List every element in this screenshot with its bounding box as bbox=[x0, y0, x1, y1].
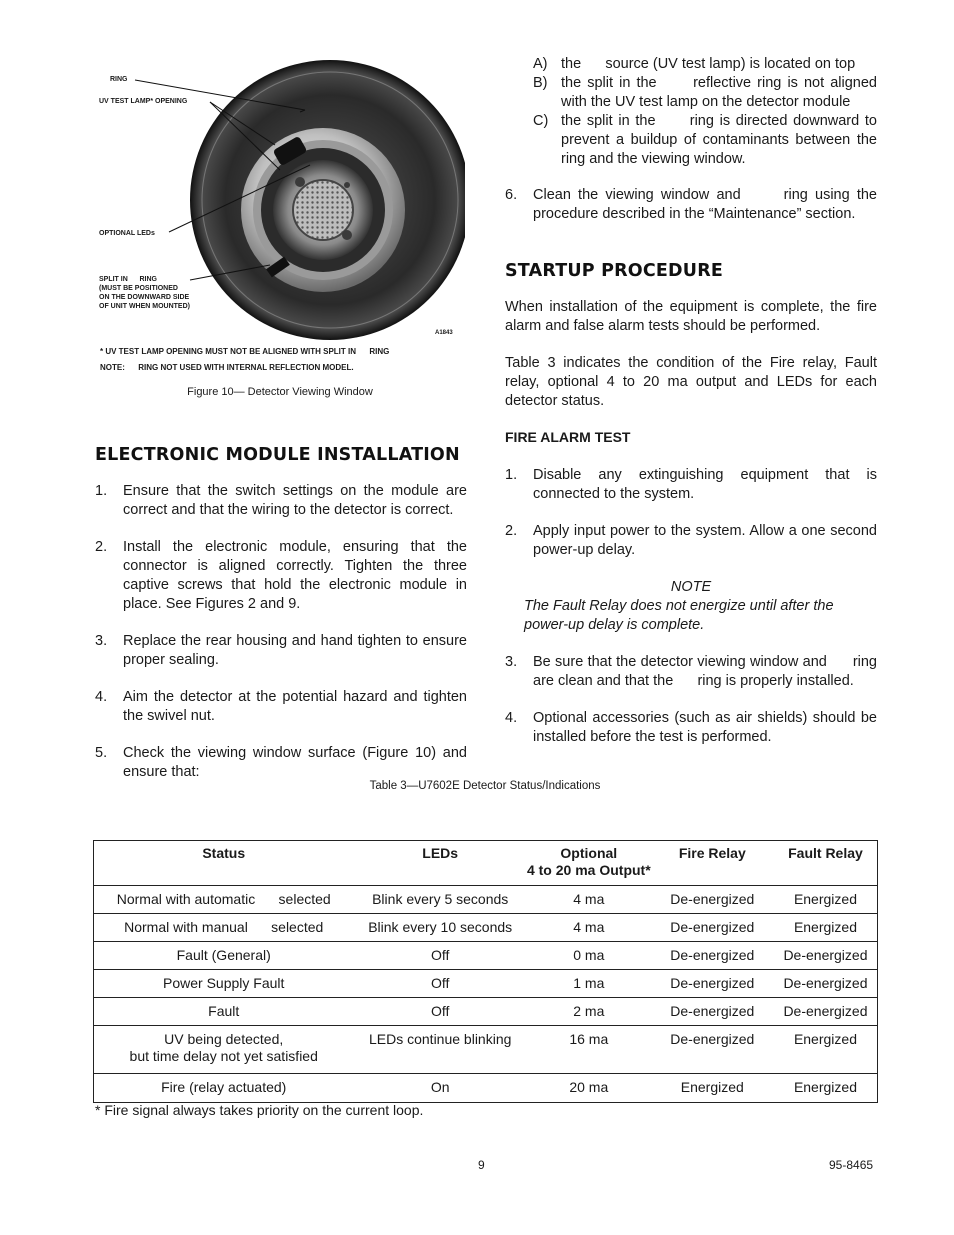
table-row bbox=[94, 1026, 878, 1074]
cell-status: Fault (General) bbox=[94, 942, 354, 970]
label-split-line3: ON THE DOWNWARD SIDE bbox=[99, 294, 190, 301]
heading-startup-procedure: STARTUP PROCEDURE bbox=[505, 261, 724, 281]
table-row bbox=[94, 942, 878, 970]
cell-output: 0 ma bbox=[527, 942, 651, 970]
figure-code: A1843 bbox=[435, 330, 453, 336]
cell-fault-relay: De-energized bbox=[774, 942, 878, 970]
table-caption: Table 3—U7602E Detector Status/Indications bbox=[369, 780, 601, 792]
cell-output: 20 ma bbox=[569, 1079, 609, 1095]
step-text: Aim the detector at the potential hazard and tighten the swivel nut. bbox=[123, 689, 467, 724]
page-number: 9 bbox=[478, 1158, 485, 1172]
label-uv-lamp-opening: UV TEST LAMP* OPENING bbox=[99, 98, 188, 105]
header-status: Status bbox=[94, 841, 354, 886]
header-leds: LEDs bbox=[353, 841, 527, 886]
note-text: The Fault Relay does not energize until after the power-up delay is complete. bbox=[524, 598, 834, 633]
step-number: 2. bbox=[505, 523, 518, 539]
step-text: Check the viewing window surface (Figure 10) and ensure that: bbox=[123, 745, 467, 780]
cell-status: Fire (relay actuated) bbox=[161, 1079, 287, 1095]
check-b bbox=[533, 74, 882, 112]
substep-letter: C) bbox=[533, 113, 549, 129]
cell-status bbox=[94, 1026, 354, 1074]
substep-text: the split in the ring is directed downward to prevent a buildup of contaminants between the ring and the viewing window. bbox=[561, 113, 902, 167]
fire-step-3 bbox=[505, 653, 882, 691]
note-block bbox=[524, 578, 858, 635]
cell-status: Fault bbox=[94, 998, 354, 1026]
substep-letter: B) bbox=[533, 75, 548, 91]
step-number: 5. bbox=[95, 745, 108, 761]
label-split-line2: (MUST BE POSITIONED bbox=[99, 285, 178, 292]
header-optional-output bbox=[527, 841, 651, 886]
table-row bbox=[94, 914, 878, 942]
install-step-2 bbox=[95, 538, 467, 614]
header-optional-line1: Optional bbox=[560, 845, 618, 861]
label-split-in-ring bbox=[99, 275, 190, 311]
step-text: Ensure that the switch settings on the module are correct and that the wiring to the detector is correct. bbox=[123, 483, 467, 518]
cell-leds: Off bbox=[353, 998, 527, 1026]
cell-leds: Blink every 10 seconds bbox=[353, 914, 527, 942]
fire-alarm-steps-1 bbox=[505, 466, 877, 560]
cell-leds: Blink every 5 seconds bbox=[353, 886, 527, 914]
cell-status: Power Supply Fault bbox=[94, 970, 354, 998]
label-ring: RING bbox=[110, 76, 128, 83]
cell-output: 4 ma bbox=[527, 914, 651, 942]
fire-step-4 bbox=[505, 709, 877, 747]
detector-status-table bbox=[93, 840, 878, 1103]
cell-fault-relay: Energized bbox=[774, 886, 878, 914]
cell-output: 1 ma bbox=[527, 970, 651, 998]
step-number: 3. bbox=[505, 654, 518, 670]
step-number: 4. bbox=[95, 689, 108, 705]
cell-output: 4 ma bbox=[527, 886, 651, 914]
header-optional-line2: 4 to 20 ma Output* bbox=[526, 862, 651, 878]
step-text: Replace the rear housing and hand tighten to ensure proper sealing. bbox=[123, 633, 467, 668]
check-a bbox=[533, 55, 877, 74]
fire-step-2 bbox=[505, 522, 877, 560]
install-step-1 bbox=[95, 482, 467, 520]
cell-fire-relay: Energized bbox=[680, 1079, 744, 1095]
step-number: 4. bbox=[505, 710, 518, 726]
cell-fire-relay: De-energized bbox=[651, 942, 774, 970]
step-text: Clean the viewing window and ring using the procedure described in the “Maintenance” section. bbox=[533, 187, 882, 222]
viewing-window-checks bbox=[533, 55, 902, 169]
cell-leds: LEDs continue blinking bbox=[353, 1026, 527, 1074]
step-text: Be sure that the detector viewing window and ring are clean and that the ring is properly installed. bbox=[533, 654, 882, 689]
label-split-line4: OF UNIT WHEN MOUNTED) bbox=[99, 303, 190, 310]
cell-fault-relay: Energized bbox=[774, 914, 878, 942]
cell-fault-relay: De-energized bbox=[774, 970, 878, 998]
table-row bbox=[94, 1074, 878, 1103]
cell-status: Normal with automatic selected bbox=[94, 886, 354, 914]
install-step-5 bbox=[95, 744, 467, 782]
install-step-3 bbox=[95, 632, 467, 670]
table-row bbox=[94, 886, 878, 914]
cell-fault-relay: De-energized bbox=[774, 998, 878, 1026]
label-split-line1: SPLIT IN RING bbox=[99, 276, 157, 283]
table-footnote: * Fire signal always takes priority on the current loop. bbox=[95, 1102, 424, 1118]
note-title: NOTE bbox=[670, 579, 712, 595]
startup-paragraph-1: When installation of the equipment is complete, the fire alarm and false alarm tests should be performed. bbox=[505, 299, 877, 334]
figure-note: NOTE: RING NOT USED WITH INTERNAL REFLECTION MODEL. bbox=[100, 363, 354, 372]
cell-leds: On bbox=[430, 1079, 450, 1095]
label-optional-leds: OPTIONAL LEDs bbox=[99, 230, 155, 237]
figure-caption: Figure 10— Detector Viewing Window bbox=[187, 386, 373, 398]
heading-fire-alarm-test: FIRE ALARM TEST bbox=[505, 429, 631, 445]
install-step-4 bbox=[95, 688, 467, 726]
cell-fire-relay: De-energized bbox=[651, 1026, 774, 1074]
step-number: 3. bbox=[95, 633, 108, 649]
step-text: Apply input power to the system. Allow a one second power-up delay. bbox=[533, 523, 877, 558]
step-text: Install the electronic module, ensuring that the connector is aligned correctly. Tighten the three captive screws that hold the electronic module in place. See Figures 2 and 9. bbox=[123, 539, 467, 612]
substep-text: the split in the reflective ring is not aligned with the UV test lamp on the detector module bbox=[561, 75, 882, 110]
table-row bbox=[94, 970, 878, 998]
cell-output: 16 ma bbox=[527, 1026, 651, 1074]
installation-steps bbox=[95, 482, 467, 782]
step-number: 1. bbox=[95, 483, 108, 499]
cell-fire-relay: De-energized bbox=[651, 998, 774, 1026]
step-text: Disable any extinguishing equipment that is connected to the system. bbox=[533, 467, 877, 502]
detector-viewing-window-figure bbox=[95, 60, 465, 390]
fire-alarm-steps-2 bbox=[505, 653, 882, 747]
cell-status: Normal with manual selected bbox=[94, 914, 354, 942]
substep-text: the source (UV test lamp) is located on top bbox=[561, 56, 856, 72]
header-fire-relay: Fire Relay bbox=[651, 841, 774, 886]
cell-fault-relay: Energized bbox=[793, 1079, 857, 1095]
step-text: Optional accessories (such as air shields) should be installed before the test is performed. bbox=[533, 710, 877, 745]
table-row bbox=[94, 998, 878, 1026]
heading-electronic-module-installation: ELECTRONIC MODULE INSTALLATION bbox=[95, 445, 460, 465]
table-header-row bbox=[94, 841, 878, 886]
document-number: 95-8465 bbox=[829, 1158, 874, 1172]
cell-fire-relay: De-energized bbox=[651, 886, 774, 914]
cell-fire-relay: De-energized bbox=[651, 914, 774, 942]
step-number: 2. bbox=[95, 539, 108, 555]
substep-letter: A) bbox=[533, 56, 548, 72]
cell-fault-relay: Energized bbox=[774, 1026, 878, 1074]
step-number: 1. bbox=[505, 467, 518, 483]
check-c bbox=[533, 112, 902, 169]
cell-status-line1: UV being detected, bbox=[164, 1031, 284, 1047]
step-number: 6. bbox=[505, 187, 518, 203]
header-fault-relay: Fault Relay bbox=[774, 841, 878, 886]
startup-paragraph-2: Table 3 indicates the condition of the Fire relay, Fault relay, optional 4 to 20 ma output and LEDs for each detector status. bbox=[505, 355, 877, 409]
install-step-6 bbox=[505, 186, 882, 224]
cell-status-line2: but time delay not yet satisfied bbox=[129, 1048, 318, 1064]
figure-star-note: * UV TEST LAMP OPENING MUST NOT BE ALIGNED WITH SPLIT IN RING bbox=[100, 347, 390, 356]
cell-leds: Off bbox=[353, 970, 527, 998]
fire-step-1 bbox=[505, 466, 877, 504]
cell-fire-relay: De-energized bbox=[651, 970, 774, 998]
cell-leds: Off bbox=[353, 942, 527, 970]
cell-output: 2 ma bbox=[527, 998, 651, 1026]
